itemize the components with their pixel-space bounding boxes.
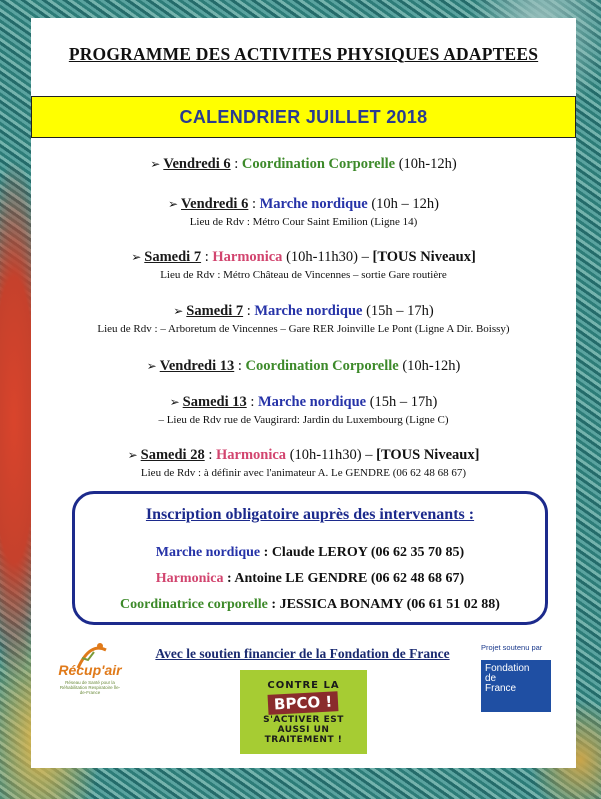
title-box: [31, 30, 576, 78]
contact-name: Antoine LE GENDRE (06 62 48 68 67): [234, 571, 465, 586]
event-item: ➢ Vendredi 6 : Marche nordique (10h – 12h) Lieu de Rdv : Métro Cour Saint Emilion (Ligne 14): [31, 196, 576, 228]
event-level: [TOUS Niveaux]: [372, 249, 476, 265]
arrow-bullet-icon: ➢: [146, 359, 157, 373]
event-item: ➢ Vendredi 6 : Coordination Corporelle (10h-12h): [150, 156, 457, 172]
event-item: ➢ Samedi 7 : Harmonica (10h-11h30) – [TOUS Niveaux] Lieu de Rdv : Métro Château de Vincennes – sortie Gare routière: [31, 249, 576, 281]
event-date: Vendredi 13: [159, 358, 235, 374]
fdf-caption: Projet soutenu par: [481, 643, 543, 652]
recupair-logo: [58, 640, 128, 720]
event-time: (10h-12h): [395, 156, 457, 172]
event-date: Vendredi 6: [181, 196, 249, 212]
arrow-bullet-icon: ➢: [173, 304, 184, 318]
event-time: (15h – 17h): [362, 303, 434, 319]
fondation-de-france-logo: [481, 660, 551, 712]
event-date: Vendredi 6: [163, 156, 231, 172]
event-time: (10h-11h30) –: [282, 249, 373, 265]
contact-role: Coordinatrice corporelle: [120, 597, 268, 612]
event-time: (10h-11h30) –: [286, 447, 377, 463]
calendar-banner-text: CALENDRIER JUILLET 2018: [179, 106, 428, 127]
contact-line: Harmonica : Antoine LE GENDRE (06 62 48 68 67): [155, 571, 465, 586]
event-activity: Coordination Corporelle: [245, 358, 399, 374]
event-date: Samedi 13: [182, 394, 247, 410]
arrow-bullet-icon: ➢: [131, 250, 142, 264]
event-level: [TOUS Niveaux]: [376, 447, 480, 463]
event-activity: Marche nordique: [259, 196, 368, 212]
contact-line: Marche nordique : Claude LEROY (06 62 35 70 85): [155, 545, 465, 560]
contact-role: Marche nordique: [155, 545, 261, 560]
bpco-poster: [240, 670, 367, 754]
event-time: (10h – 12h): [367, 196, 439, 212]
event-time: (10h-12h): [398, 358, 461, 374]
bpco-line3: S'ACTIVER EST AUSSI UN TRAITEMENT !: [263, 714, 344, 745]
event-activity: Marche nordique: [258, 394, 367, 410]
event-date: Samedi 28: [140, 447, 205, 463]
contact-role: Harmonica: [155, 571, 224, 586]
bpco-line2: BPCO !: [268, 691, 339, 715]
event-item: ➢ Samedi 7 : Marche nordique (15h – 17h) Lieu de Rdv : – Arboretum de Vincennes – Gare RER Joinville Le Pont (Ligne A Dir. Boissy): [31, 303, 576, 335]
bpco-line1: CONTRE LA: [267, 679, 340, 691]
event-item: ➢ Samedi 13 : Marche nordique (15h – 17h) – Lieu de Rdv rue de Vaugirard: Jardin du Luxembourg (Ligne C): [31, 394, 576, 426]
event-activity: Coordination Corporelle: [241, 156, 396, 172]
event-activity: Harmonica: [215, 447, 287, 463]
event-location: Lieu de Rdv : Métro Cour Saint Emilion (Ligne 14): [189, 216, 418, 228]
event-item: ➢ Vendredi 13 : Coordination Corporelle (10h-12h): [146, 358, 461, 374]
event-activity: Harmonica: [212, 249, 283, 265]
event-location: – Lieu de Rdv rue de Vaugirard: Jardin du Luxembourg (Ligne C): [158, 414, 449, 426]
event-location: Lieu de Rdv : à définir avec l'animateur A. Le GENDRE (06 62 48 68 67): [140, 467, 467, 479]
event-time: (15h – 17h): [366, 394, 438, 410]
page-title: PROGRAMME DES ACTIVITES PHYSIQUES ADAPTEES: [68, 43, 539, 64]
arrow-bullet-icon: ➢: [127, 448, 138, 462]
arrow-bullet-icon: ➢: [169, 395, 180, 409]
fdf-name: Fondation de France: [485, 663, 530, 694]
arrow-bullet-icon: ➢: [150, 157, 161, 171]
contact-name: Claude LEROY (06 62 35 70 85): [271, 545, 465, 560]
recupair-subtitle: Réseau de Santé pour la Réhabilitation Respiratoire Île-de-France: [59, 680, 121, 695]
event-location: Lieu de Rdv : Métro Château de Vincennes – sortie Gare routière: [160, 269, 447, 281]
inscription-box: [72, 491, 548, 625]
inscription-title: Inscription obligatoire auprès des intervenants :: [145, 506, 475, 523]
contact-name: JESSICA BONAMY (06 61 51 02 88): [279, 597, 500, 612]
arrow-bullet-icon: ➢: [167, 197, 179, 211]
event-item: ➢ Samedi 28 : Harmonica (10h-11h30) – [TOUS Niveaux] Lieu de Rdv : à définir avec l'animateur A. Le GENDRE (06 62 48 68 67): [31, 447, 576, 479]
event-date: Samedi 7: [144, 249, 202, 265]
contact-line: Coordinatrice corporelle : JESSICA BONAMY (06 61 51 02 88): [120, 597, 500, 612]
support-text: Avec le soutien financier de la Fondation de France: [155, 646, 450, 661]
event-location: Lieu de Rdv : – Arboretum de Vincennes – Gare RER Joinville Le Pont (Ligne A Dir. Boissy): [97, 323, 510, 335]
event-date: Samedi 7: [186, 303, 244, 319]
recupair-name: Récup'air: [58, 662, 122, 678]
calendar-banner: [31, 96, 576, 138]
event-activity: Marche nordique: [254, 303, 363, 319]
